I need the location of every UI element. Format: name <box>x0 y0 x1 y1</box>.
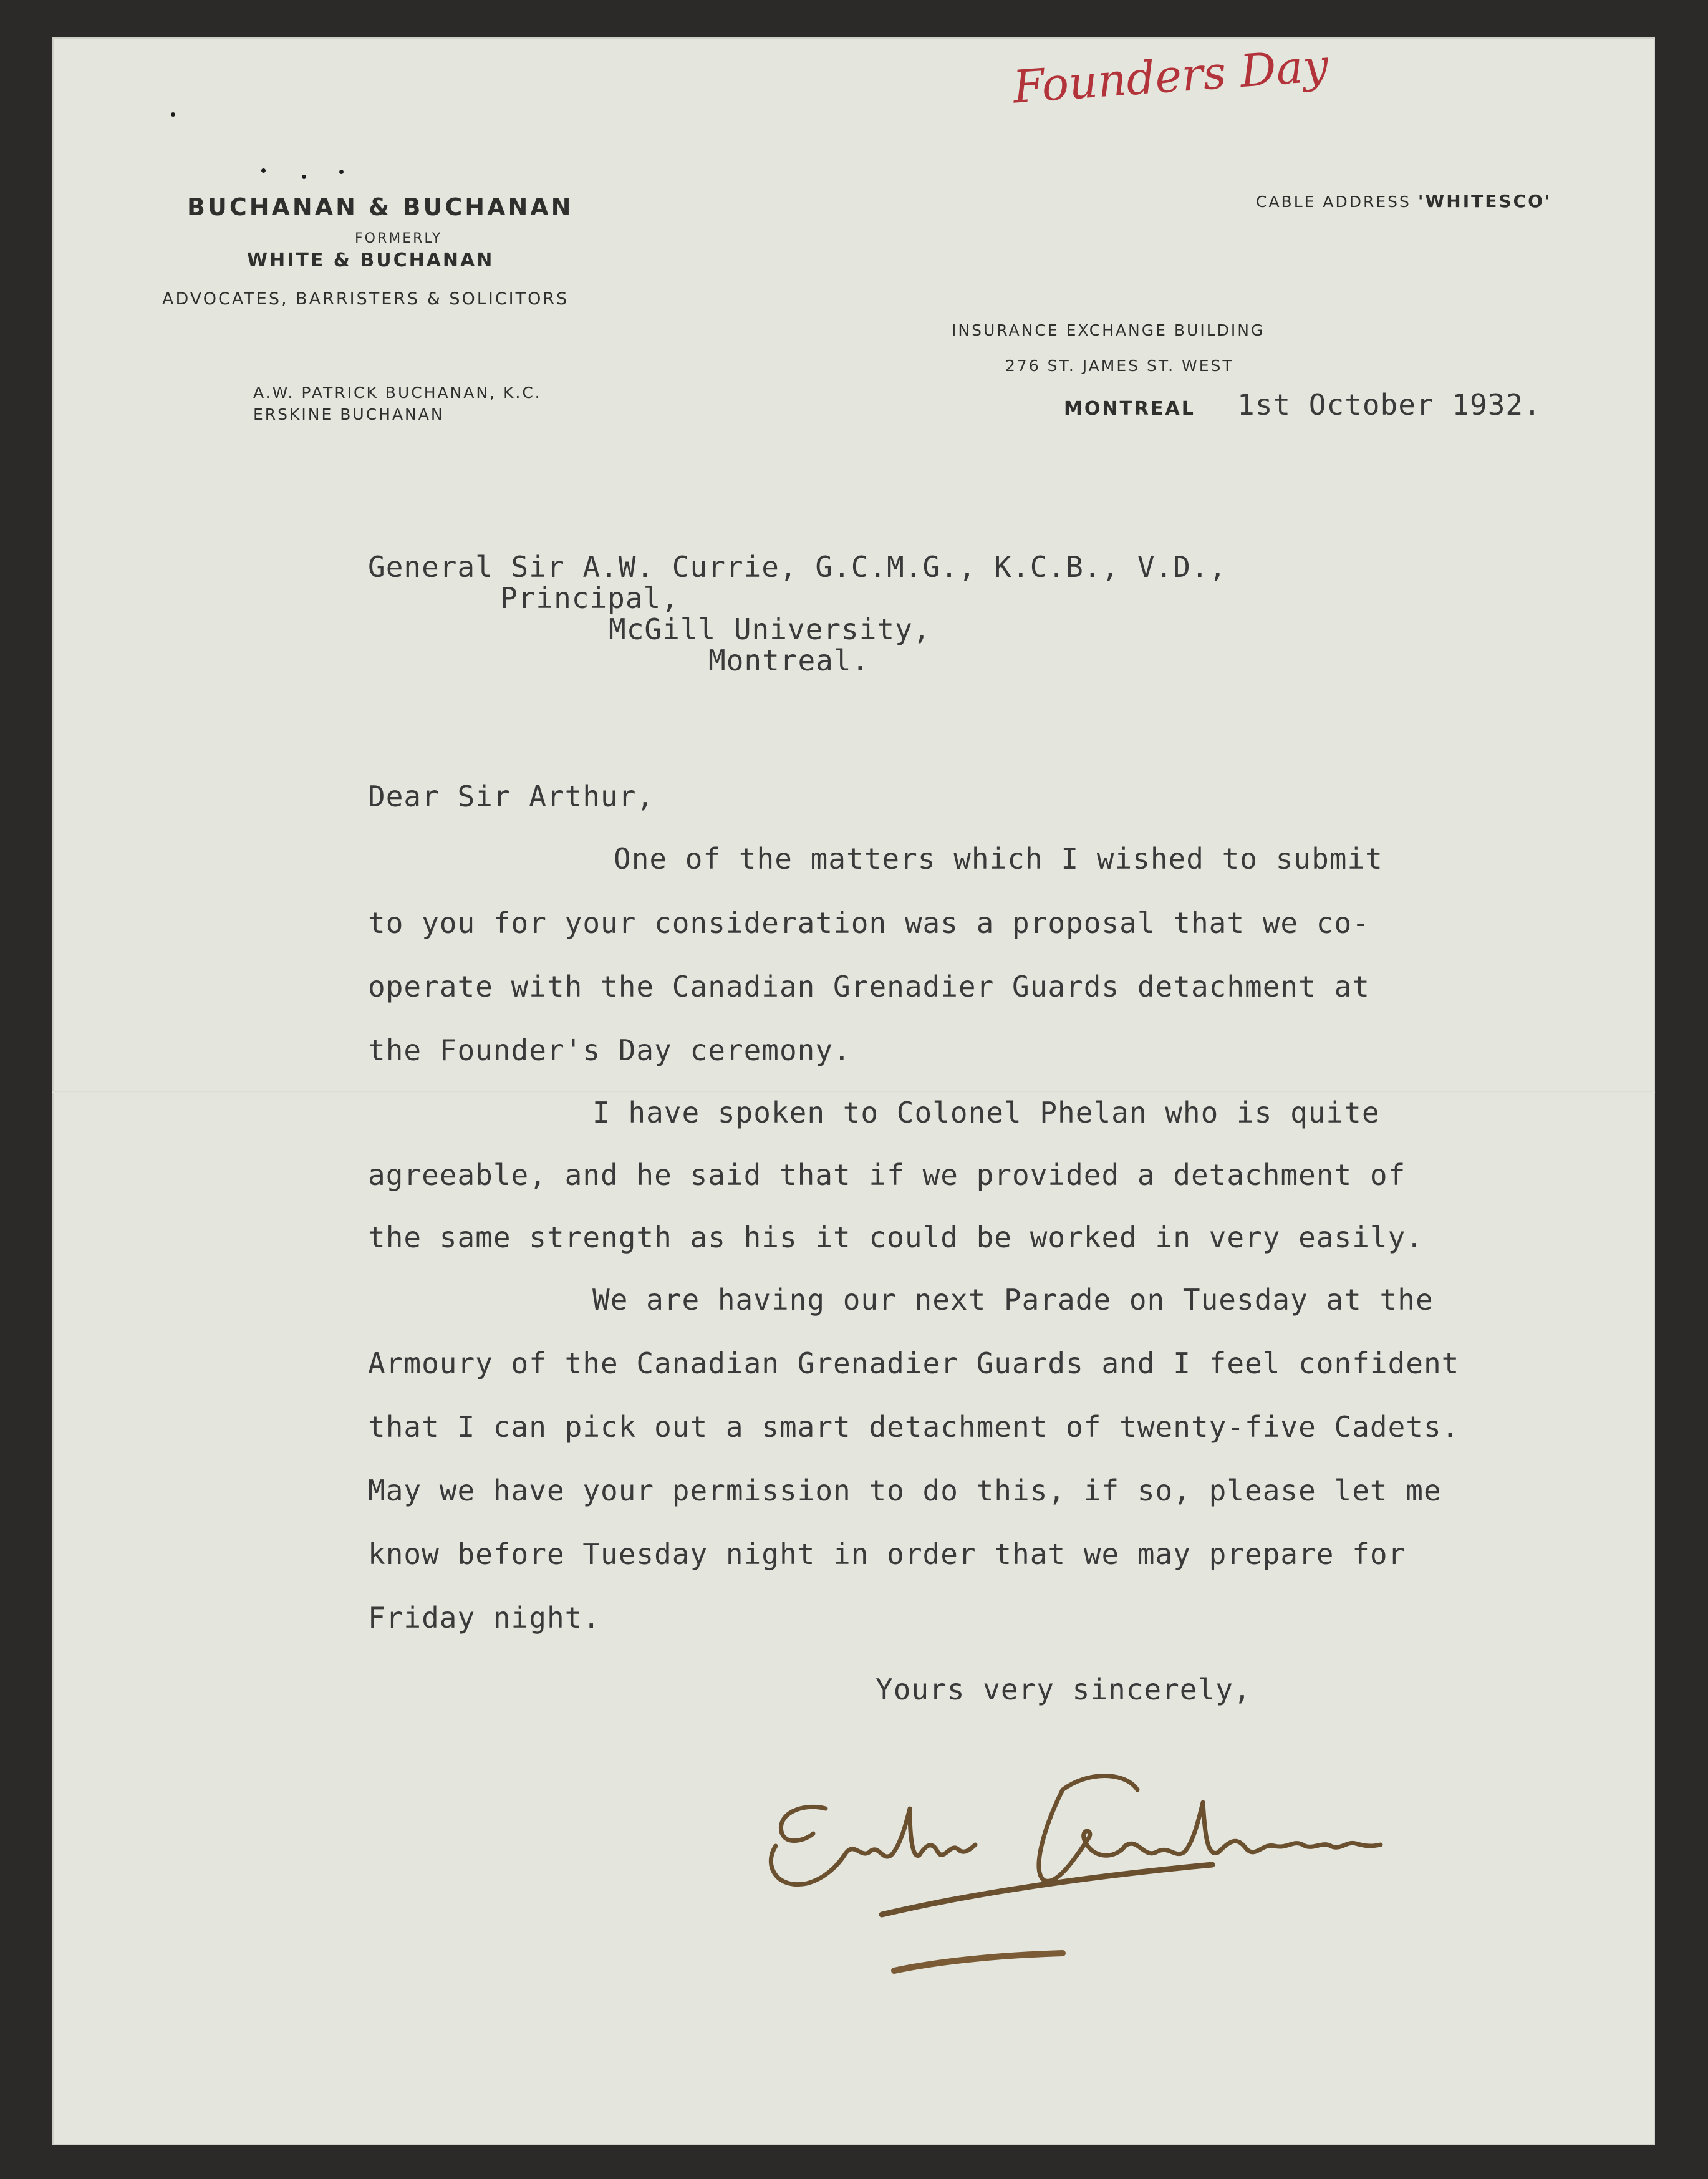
cable-address <box>1256 191 1551 211</box>
recipient-line: McGill University, <box>609 612 931 646</box>
body-line: know before Tuesday night in order that we may prepare for <box>368 1537 1406 1571</box>
body-line: agreeable, and he said that if we provided a detachment of <box>368 1158 1406 1192</box>
body-line: We are having our next Parade on Tuesday at the <box>592 1283 1434 1317</box>
body-line: Friday night. <box>368 1601 601 1635</box>
body-line: May we have your permission to do this, if so, please let me <box>368 1474 1442 1507</box>
partner-name: A.W. PATRICK BUCHANAN, K.C. <box>253 384 542 402</box>
ink-dot <box>339 170 344 174</box>
formerly-label: FORMERLY <box>355 231 443 246</box>
former-firm-name: WHITE & BUCHANAN <box>247 249 495 271</box>
handwritten-signature <box>738 1734 1611 1933</box>
cable-code: 'WHITESCO' <box>1417 191 1552 211</box>
letter-date: 1st October 1932. <box>1237 388 1542 422</box>
partner-name: ERSKINE BUCHANAN <box>253 405 445 423</box>
recipient-line: Principal, <box>500 581 679 615</box>
body-line: Armoury of the Canadian Grenadier Guards and I feel confident <box>368 1346 1460 1380</box>
firm-name: BUCHANAN & BUCHANAN <box>187 193 574 221</box>
ink-dot <box>302 175 306 179</box>
recipient-line: General Sir A.W. Currie, G.C.M.G., K.C.B., V.D., <box>368 550 1227 584</box>
fold-line <box>52 1091 1655 1093</box>
recipient-line: Montreal. <box>708 644 870 677</box>
ink-dot <box>171 112 175 117</box>
letter-page <box>52 37 1655 2145</box>
signature-underline <box>888 1946 1075 1983</box>
cable-label: CABLE ADDRESS <box>1256 193 1411 211</box>
profession: ADVOCATES, BARRISTERS & SOLICITORS <box>162 289 569 309</box>
handwritten-annotation: Founders Day <box>1011 39 1330 114</box>
body-line: operate with the Canadian Grenadier Guards detachment at <box>368 970 1370 1003</box>
body-line: One of the matters which I wished to submit <box>614 842 1383 876</box>
body-line: that I can pick out a smart detachment of twenty-five Cadets. <box>368 1410 1460 1444</box>
body-line: I have spoken to Colonel Phelan who is quite <box>592 1096 1380 1129</box>
body-line: the same strength as his it could be worked in very easily. <box>368 1220 1424 1254</box>
ink-dot <box>261 168 266 173</box>
building-name: INSURANCE EXCHANGE BUILDING <box>952 321 1265 339</box>
body-line: the Founder's Day ceremony. <box>368 1033 851 1067</box>
street-address: 276 ST. JAMES ST. WEST <box>1005 357 1234 375</box>
body-line: to you for your consideration was a proposal that we co- <box>368 906 1370 940</box>
salutation: Dear Sir Arthur, <box>368 780 655 813</box>
closing: Yours very sincerely, <box>876 1673 1252 1706</box>
city: MONTREAL <box>1064 398 1195 420</box>
